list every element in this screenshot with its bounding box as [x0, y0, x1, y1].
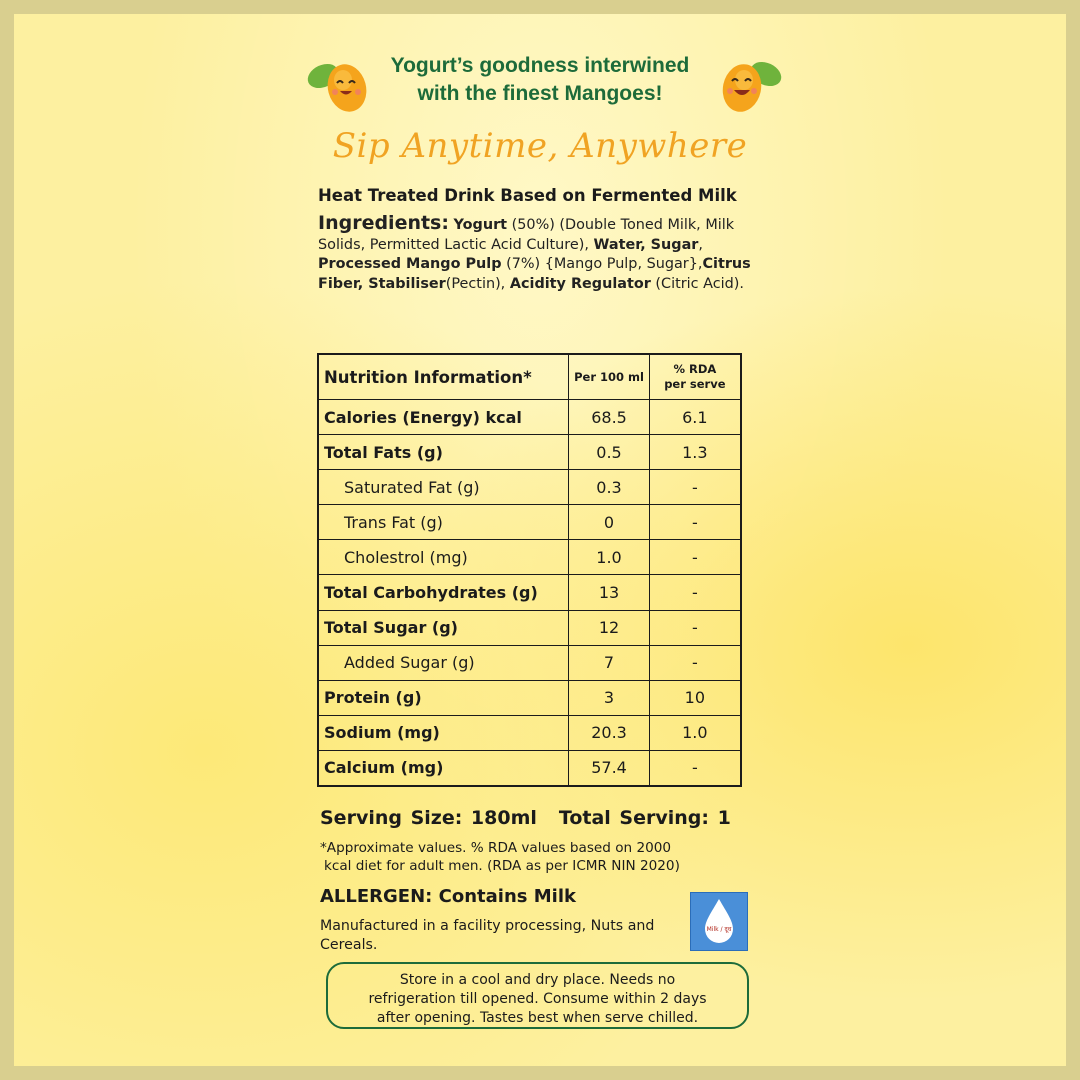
tagline-line-2: with the finest Mangoes! — [417, 82, 663, 105]
storage-instructions — [326, 962, 749, 1029]
row-per100: 20.3 — [569, 715, 649, 750]
row-rda: - — [649, 470, 741, 505]
rda-note-line-2: kcal diet for adult men. (RDA as per ICMR NIN 2020) — [324, 857, 680, 874]
rda-note — [320, 840, 750, 875]
row-per100: 1.0 — [569, 540, 649, 575]
row-per100: 7 — [569, 645, 649, 680]
row-label: Protein (g) — [318, 680, 569, 715]
row-label: Total Sugar (g) — [318, 610, 569, 645]
ingredient-text: (50%) (Double Toned Milk, Milk Solids, Permitted Lactic Acid Culture), — [318, 217, 735, 253]
row-label: Trans Fat (g) — [318, 505, 569, 540]
row-rda: - — [649, 575, 741, 610]
header-rda-line-2: per serve — [664, 377, 726, 391]
milk-drop-icon — [691, 893, 747, 950]
script-title: Sip Anytime, Anywhere — [332, 126, 748, 166]
rda-note-line-1: *Approximate values. % RDA values based on 2000 — [320, 840, 672, 856]
table-row — [318, 645, 741, 680]
row-rda: 10 — [649, 680, 741, 715]
allergen-title: ALLERGEN: Contains Milk — [320, 886, 576, 907]
row-per100: 68.5 — [569, 400, 649, 435]
ingredients-label: Ingredients: — [318, 212, 449, 234]
ingredient-mango-pulp: Processed Mango Pulp — [318, 256, 502, 272]
row-label: Total Fats (g) — [318, 435, 569, 470]
row-per100: 0.3 — [569, 470, 649, 505]
ingredient-text: (Citric Acid). — [650, 275, 744, 292]
allergen-facility-text: Manufactured in a facility processing, Nuts and Cereals. — [320, 918, 655, 953]
table-row — [318, 715, 741, 750]
tagline-line-1: Yogurt’s goodness interwined — [390, 54, 690, 77]
table-row — [318, 540, 741, 575]
ingredient-acidity-regulator: Acidity Regulator — [509, 275, 651, 292]
ingredient-text: (7%) {Mango Pulp, Sugar}, — [501, 256, 703, 272]
row-rda: - — [649, 610, 741, 645]
storage-line-3: after opening. Tastes best when serve chilled. — [376, 1010, 699, 1026]
header-nutrition-information: Nutrition Information* — [318, 354, 569, 400]
row-per100: 12 — [569, 610, 649, 645]
table-row — [318, 470, 741, 505]
row-rda: - — [649, 645, 741, 680]
storage-line-1: Store in a cool and dry place. Needs no — [399, 972, 676, 988]
row-per100: 13 — [569, 575, 649, 610]
ingredient-text: , — [698, 236, 703, 253]
row-rda: - — [649, 750, 741, 786]
row-per100: 0 — [569, 505, 649, 540]
serving-info — [320, 807, 731, 829]
row-label: Cholestrol (mg) — [318, 540, 569, 575]
row-per100: 57.4 — [569, 750, 649, 786]
table-row — [318, 400, 741, 435]
product-subtitle: Heat Treated Drink Based on Fermented Milk — [318, 186, 737, 205]
ingredient-text: (Pectin), — [445, 275, 510, 292]
ingredient-yogurt: Yogurt — [453, 217, 508, 233]
header-rda-line-1: % RDA — [673, 362, 717, 376]
nutrition-table — [317, 353, 742, 787]
ingredient-citrus-fiber: Citrus Fiber, Stabiliser — [318, 256, 751, 292]
header-per-100ml: Per 100 ml — [569, 354, 649, 400]
header-rda — [649, 354, 741, 400]
row-label: Total Carbohydrates (g) — [318, 575, 569, 610]
row-label: Saturated Fat (g) — [318, 470, 569, 505]
row-label: Calories (Energy) kcal — [318, 400, 569, 435]
row-per100: 3 — [569, 680, 649, 715]
tagline — [0, 52, 1080, 108]
row-rda: 1.3 — [649, 435, 741, 470]
nutrition-header-row — [318, 354, 741, 400]
table-row — [318, 680, 741, 715]
ingredient-water-sugar: Water, Sugar — [593, 236, 699, 253]
table-row — [318, 435, 741, 470]
serving-size: Serving Size: 180ml — [320, 807, 537, 829]
row-label: Calcium (mg) — [318, 750, 569, 786]
row-rda: - — [649, 540, 741, 575]
table-row — [318, 610, 741, 645]
table-row — [318, 750, 741, 786]
total-serving: Total Serving: 1 — [558, 807, 731, 829]
row-rda: 6.1 — [649, 400, 741, 435]
row-label: Added Sugar (g) — [318, 645, 569, 680]
table-row — [318, 575, 741, 610]
table-row — [318, 505, 741, 540]
storage-line-2: refrigeration till opened. Consume within 2 days — [368, 991, 707, 1007]
row-rda: 1.0 — [649, 715, 741, 750]
row-label: Sodium (mg) — [318, 715, 569, 750]
row-rda: - — [649, 505, 741, 540]
row-per100: 0.5 — [569, 435, 649, 470]
ingredients-block — [318, 214, 768, 294]
milk-allergen-badge — [690, 892, 748, 951]
milk-badge-text: Milk / दूध — [706, 926, 732, 933]
